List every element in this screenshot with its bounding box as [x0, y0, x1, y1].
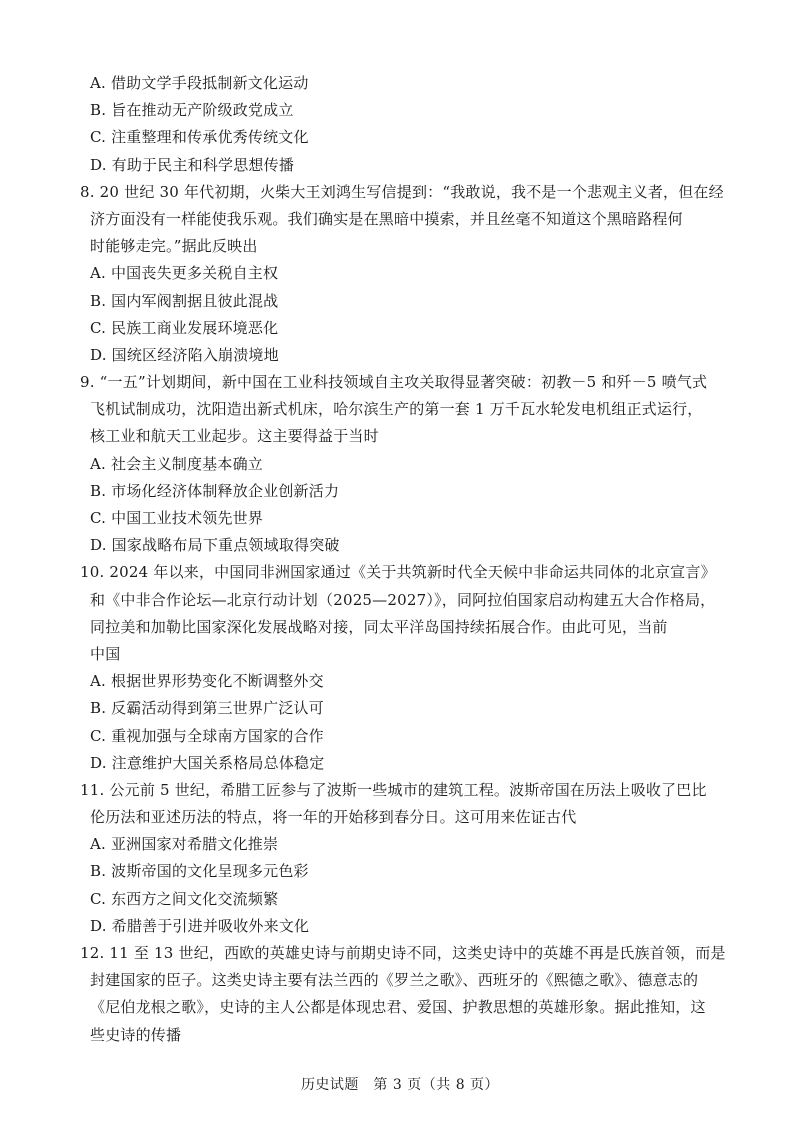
- page-footer: 历史试题 第 3 页（共 8 页）: [300, 1077, 500, 1093]
- option-d: D. 国家战略布局下重点领域取得突破: [90, 536, 340, 555]
- option-c: C. 东西方之间文化交流频繁: [90, 889, 279, 908]
- question-12-stem-line: 些史诗的传播: [90, 1025, 182, 1044]
- option-d: D. 国统区经济陷入崩溃境地: [90, 345, 279, 364]
- question-10-stem-line: 10. 2024 年以来，中国同非洲国家通过《关于共筑新时代全天候中非命运共同体的北京宣言》: [80, 563, 716, 582]
- option-c: C. 民族工商业发展环境恶化: [90, 318, 279, 337]
- question-content: [80, 70, 740, 1049]
- option-c: C. 重视加强与全球南方国家的合作: [90, 726, 324, 745]
- question-8-stem-line: 8. 20 世纪 30 年代初期，火柴大王刘鸿生写信提到：“我敢说，我不是一个悲观主义者，但在经: [80, 182, 724, 201]
- question-12-stem-line: 封建国家的臣子。这类史诗主要有法兰西的《罗兰之歌》、西班牙的《熙德之歌》、德意志的: [90, 971, 699, 990]
- option-b: B. 旨在推动无产阶级政党成立: [90, 101, 294, 120]
- option-b: B. 国内军阀割据且彼此混战: [90, 291, 279, 310]
- option-b: B. 波斯帝国的文化呈现多元色彩: [90, 862, 309, 881]
- question-10: [80, 559, 740, 777]
- question-10-stem-line: 同拉美和加勒比国家深化发展战略对接，同太平洋岛国持续拓展合作。由此可见，当前: [90, 617, 668, 636]
- option-b: B. 反霸活动得到第三世界广泛认可: [90, 699, 324, 718]
- option-d: D. 有助于民主和科学思想传播: [90, 155, 295, 174]
- option-c: C. 注重整理和传承优秀传统文化: [90, 128, 309, 147]
- option-a: A. 根据世界形势变化不断调整外交: [90, 672, 324, 691]
- question-9-stem-line: 飞机试制成功，沈阳造出新式机床，哈尔滨生产的第一套 1 万千瓦水轮发电机组正式运行，: [90, 400, 703, 419]
- option-d: D. 希腊善于引进并吸收外来文化: [90, 916, 310, 935]
- question-12: [80, 940, 740, 1049]
- option-a: A. 亚洲国家对希腊文化推崇: [90, 835, 279, 854]
- question-11-stem-line: 伦历法和亚述历法的特点，将一年的开始移到春分日。这可用来佐证古代: [90, 808, 577, 827]
- option-d: D. 注意维护大国关系格局总体稳定: [90, 753, 325, 772]
- question-9: [80, 369, 740, 559]
- question-8: [80, 179, 740, 369]
- question-10-stem-line: 中国: [90, 644, 121, 663]
- option-a: A. 借助文学手段抵制新文化运动: [90, 74, 309, 92]
- question-9-stem-line: 核工业和航天工业起步。这主要得益于当时: [90, 427, 379, 446]
- option-b: B. 市场化经济体制释放企业创新活力: [90, 481, 340, 500]
- question-11-stem-line: 11. 公元前 5 世纪，希腊工匠参与了波斯一些城市的建筑工程。波斯帝国在历法上吸收了巴比: [80, 780, 707, 799]
- question-12-stem-line: 《尼伯龙根之歌》，史诗的主人公都是体现忠君、爱国、护教思想的英雄形象。据此推知，这: [90, 998, 706, 1017]
- option-c: C. 中国工业技术领先世界: [90, 509, 264, 527]
- question-8-stem-line: 济方面没有一样能使我乐观。我们确实是在黑暗中摸索，并且丝毫不知道这个黑暗路程何: [90, 209, 683, 228]
- option-a: A. 中国丧失更多关税自主权: [90, 264, 279, 283]
- question-11: [80, 777, 740, 940]
- question-7-options: [90, 70, 740, 179]
- option-a: A. 社会主义制度基本确立: [90, 454, 263, 473]
- question-10-stem-line: 和《中非合作论坛—北京行动计划（2025—2027）》，同阿拉伯国家启动构建五大合作格局，: [90, 590, 716, 609]
- question-12-stem-line: 12. 11 至 13 世纪，西欧的英雄史诗与前期史诗不同，这类史诗中的英雄不再是氏族首领，而是: [80, 944, 726, 962]
- question-8-stem-line: 时能够走完。”据此反映出: [90, 237, 258, 256]
- question-9-stem-line: 9. “一五”计划期间，新中国在工业科技领域自主攻关取得显著突破：初教－5 和歼－5 喷气式: [80, 373, 708, 392]
